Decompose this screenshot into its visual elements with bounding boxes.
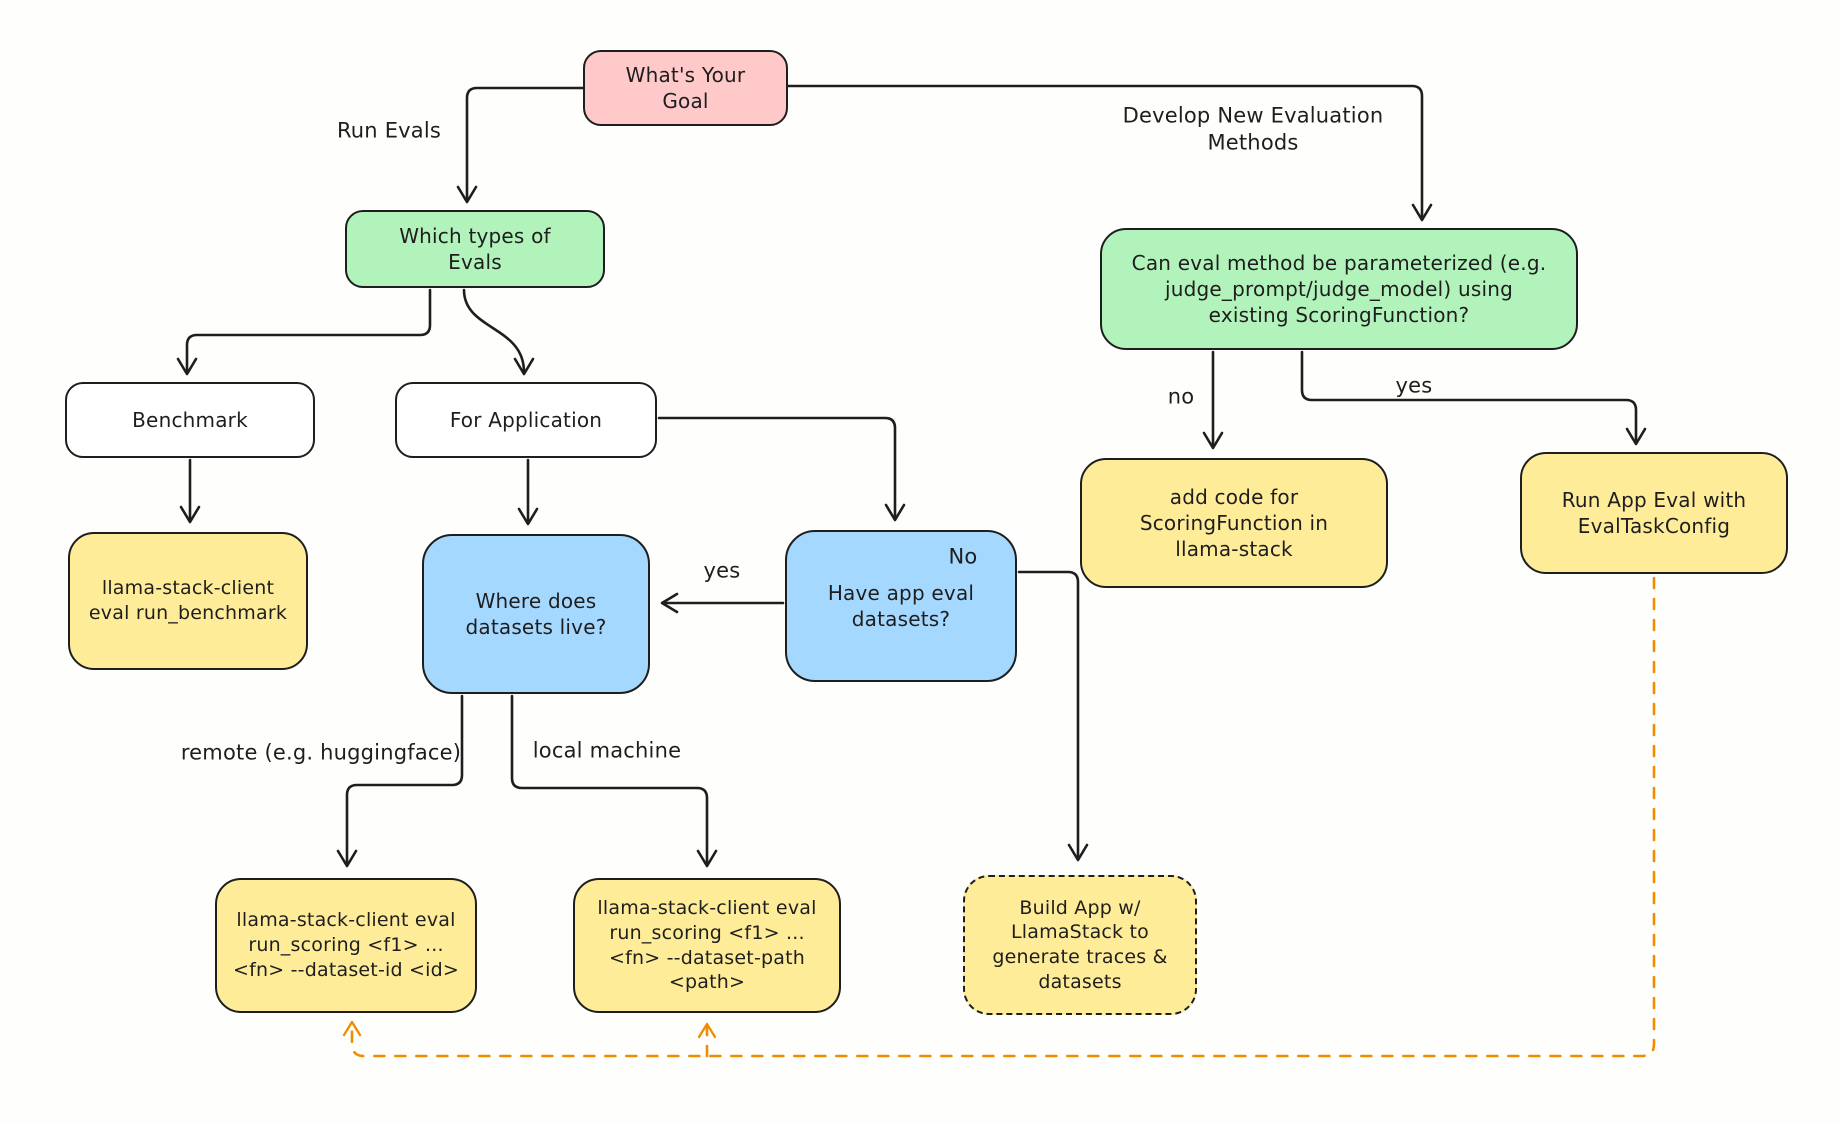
edge-where-local-cmd: [512, 696, 707, 864]
edge-parameterized-yes-run-app: [1302, 352, 1636, 442]
edge-label-yes-parameterized: yes: [1395, 373, 1433, 398]
node-label: Which types of Evals: [399, 224, 551, 274]
node-label: What's Your Goal: [625, 63, 746, 113]
node-label: add code for ScoringFunction in llama-stack: [1139, 485, 1329, 561]
node-label: Run App Eval with EvalTaskConfig: [1561, 488, 1747, 538]
node-build-app-llamastack: [963, 875, 1197, 1015]
node-run-scoring-dataset-path-cmd: [573, 878, 841, 1013]
node-which-types-of-evals: [345, 210, 605, 288]
node-run-benchmark-cmd: [68, 532, 308, 670]
node-label: llama-stack-client eval run_scoring <f1> ... <fn> --dataset-id <id>: [233, 909, 459, 981]
edge-label-no-have-datasets: No: [948, 544, 978, 569]
edge-label-no-parameterized: no: [1167, 384, 1195, 409]
edge-types-application: [464, 290, 524, 372]
edge-application-have-datasets: [659, 418, 895, 518]
node-run-scoring-dataset-id-cmd: [215, 878, 477, 1013]
node-can-eval-be-parameterized: [1100, 228, 1578, 350]
edge-label-remote-huggingface: remote (e.g. huggingface): [180, 740, 462, 765]
node-have-app-eval-datasets: [785, 530, 1017, 682]
edge-label-yes-have-datasets: yes: [703, 558, 741, 583]
node-add-code-scoringfunction: [1080, 458, 1388, 588]
node-for-application: [395, 382, 657, 458]
node-label: Where does datasets live?: [465, 589, 607, 639]
node-whats-your-goal: [583, 50, 788, 126]
node-label: For Application: [449, 408, 603, 432]
edge-where-remote-cmd: [347, 696, 462, 864]
edge-label-develop-new-evaluation-methods: Develop New Evaluation Methods: [1122, 103, 1384, 155]
node-label: Can eval method be parameterized (e.g. judge_prompt/judge_model) using existing ScoringFunction?: [1131, 251, 1547, 327]
edge-label-local-machine: local machine: [532, 738, 682, 763]
node-where-does-datasets-live: [422, 534, 650, 694]
node-label: Have app eval datasets?: [827, 581, 975, 631]
edge-label-run-evals: Run Evals: [336, 118, 442, 143]
node-label: Benchmark: [132, 408, 248, 432]
edge-goal-run-evals: [467, 88, 583, 200]
node-label: llama-stack-client eval run_scoring <f1> ... <fn> --dataset-path <path>: [597, 897, 817, 994]
node-run-app-eval: [1520, 452, 1788, 574]
node-benchmark: [65, 382, 315, 458]
edge-have-no-build-app: [1019, 572, 1078, 858]
node-label: llama-stack-client eval run_benchmark: [88, 577, 288, 624]
edge-types-benchmark: [187, 290, 430, 372]
node-label: Build App w/ LlamaStack to generate traces & datasets: [992, 896, 1168, 993]
